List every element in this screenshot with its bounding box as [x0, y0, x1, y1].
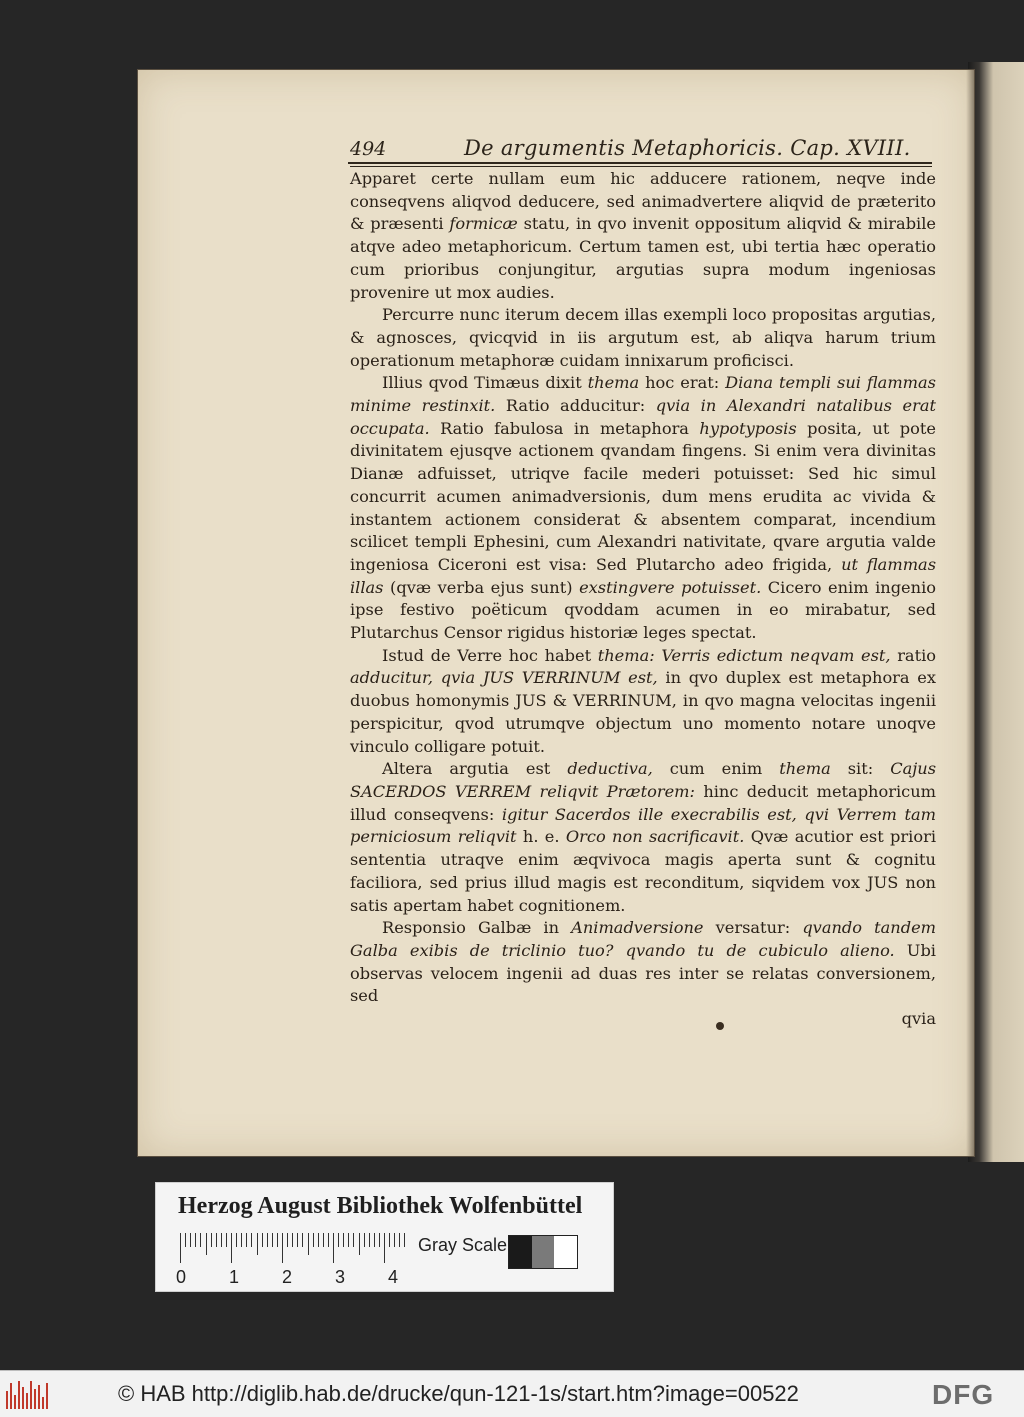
gray-scale-label: Gray Scale	[418, 1235, 508, 1255]
barcode-bar	[6, 1391, 8, 1409]
ruler-tick	[369, 1233, 370, 1247]
barcode-bar	[30, 1381, 32, 1409]
text-run: ratio	[890, 645, 937, 665]
ruler-tick	[297, 1233, 298, 1247]
page-number: 494	[350, 138, 387, 160]
ruler-tick	[404, 1233, 405, 1247]
ruler-tick	[272, 1233, 273, 1247]
ruler-tick	[221, 1233, 222, 1247]
ruler-tick	[292, 1233, 293, 1247]
ruler-tick	[394, 1233, 395, 1247]
ruler-tick	[195, 1233, 196, 1247]
ruler-tick	[282, 1233, 283, 1263]
ruler-tick	[226, 1233, 227, 1247]
text-run: Ubi observas velocem ingenii ad duas res inter se relatas conversionem, sed	[350, 940, 936, 1006]
adjacent-page-edge	[968, 62, 1024, 1162]
italic-text: adducitur, qvia JUS VERRINUM est,	[350, 668, 658, 688]
italic-text: Orco non sacrificavit.	[565, 827, 745, 847]
running-head-title: De argumentis Metaphoricis. Cap. XVIII.	[464, 136, 911, 160]
ruler-tick	[241, 1233, 242, 1247]
dfg-logo: DFG	[932, 1379, 995, 1410]
viewer-footer	[0, 1370, 1024, 1417]
text-run: Percurre nunc iterum decem illas exempli loco propositas argutias, & agnosces, qvicqvid in iis argutum est, ab aliqva harum trium operationum metaphoræ cuidam innixarum proficisci.	[350, 305, 936, 370]
ruler-tick	[277, 1233, 278, 1247]
color-calibration-bar	[155, 1182, 614, 1292]
barcode-bar	[22, 1387, 24, 1409]
ruler-tick	[323, 1233, 324, 1247]
italic-text: hypotyposis	[699, 418, 797, 438]
text-run: in qvo duplex est metaphora ex duobus homonymis JUS & VERRINUM, in qvo magna velocitas ingenii perspicitur, qvod utrumqve objectum uno momento notare unoqve vinculo colligare potuit.	[350, 668, 936, 756]
paragraph	[350, 372, 936, 644]
ruler-tick	[180, 1233, 181, 1263]
ruler-number: 0	[176, 1267, 187, 1287]
running-head	[212, 130, 932, 164]
text-run: Illius qvod Timæus dixit	[382, 373, 588, 393]
text-run: hinc deducit metaphoricum illud conseqvens:	[350, 781, 936, 824]
text-run: Qvæ acutior est priori sententia utraqve enim æqvivoca magis aperta sunt & cognitu faciliora, sed prius illud magis est reconditum, siqvidem vox JUS non satis apertam habet cognitionem.	[350, 827, 936, 915]
ruler-tick	[262, 1233, 263, 1247]
ruler-number: 2	[282, 1267, 293, 1287]
copyright-url[interactable]: © HAB http://diglib.hab.de/drucke/qun-121-1s/start.htm?image=00522	[118, 1381, 799, 1406]
text-run: posita, ut pote divinitatem ejusqve actionem qvandam fingens. Si enim vera divinitas Dianæ adfuisset, utriqve facile mederi potuisset: Sed hic simul concurrit acumen animadversionis, dum mens erudita ac vivida & instantem actionem considerat & absentem comparat, incendium scilicet templi Ephesini, cum Alexandri nativitate, qvare argutia valde ingeniosa Ciceroni est visa: Sed Plutarcho adeo frigida,	[350, 418, 936, 574]
ruler-tick	[333, 1233, 334, 1263]
ruler-tick	[328, 1233, 329, 1247]
barcode-bar	[10, 1383, 12, 1409]
ruler-number: 3	[335, 1267, 346, 1287]
text-run: (qvæ verba ejus sunt)	[383, 577, 580, 597]
italic-text: qvia in Alexandri natalibus erat occupata.	[350, 396, 937, 438]
institution-name: Herzog August Bibliothek Wolfenbüttel	[178, 1193, 583, 1219]
ruler-number: 4	[388, 1267, 399, 1287]
ruler-tick	[313, 1233, 314, 1247]
ruler-tick	[353, 1233, 354, 1247]
italic-text: deductiva,	[567, 759, 653, 779]
gray-scale-swatches	[508, 1235, 578, 1269]
ruler-tick	[231, 1233, 232, 1263]
italic-text: thema	[587, 373, 640, 393]
ruler-tick	[251, 1233, 252, 1247]
ruler-tick	[206, 1233, 207, 1255]
ruler-tick	[359, 1233, 360, 1255]
ruler-tick	[287, 1233, 288, 1247]
paragraph	[350, 168, 936, 304]
barcode-bar	[14, 1395, 16, 1409]
text-run: sit:	[830, 759, 891, 779]
ruler-tick	[236, 1233, 237, 1247]
measurement-ruler	[180, 1233, 408, 1263]
italic-text: thema: Verris edictum neqvam est,	[597, 645, 891, 665]
barcode-bar	[34, 1389, 36, 1409]
ruler-tick	[267, 1233, 268, 1247]
ornament-dot	[716, 1022, 724, 1030]
paragraph	[350, 645, 936, 759]
italic-text: igitur Sacerdos ille execrabilis est, qvi Verrem tam perniciosum reliqvit	[350, 804, 936, 847]
italic-text: Diana templi sui flammas minime restinxit.	[350, 373, 936, 416]
italic-text: exstingvere potuisset.	[579, 577, 762, 597]
ruler-tick	[216, 1233, 217, 1247]
text-run: Cicero enim ingenio ipse festivo poëticum qvoddam acumen in eo mirabatur, sed Plutarchus Censor rigidus historiæ leges spectat.	[350, 577, 936, 643]
catchword: qvia	[901, 1009, 936, 1029]
text-run: Ratio adducitur:	[495, 396, 656, 416]
head-rule-thin	[350, 166, 932, 167]
text-run: hoc erat:	[639, 373, 726, 393]
text-run: Responsio Galbæ in	[382, 918, 572, 938]
ruler-tick	[257, 1233, 258, 1255]
ruler-number: 1	[229, 1267, 240, 1287]
barcode-bar	[42, 1397, 44, 1409]
italic-text: Animadversione	[571, 918, 704, 938]
paragraph	[350, 758, 936, 917]
barcode-bar	[18, 1381, 20, 1409]
gray-swatch	[554, 1236, 577, 1268]
barcode-bar	[26, 1393, 28, 1409]
ruler-tick	[200, 1233, 201, 1247]
barcode-bar	[46, 1383, 48, 1409]
gray-swatch	[532, 1236, 555, 1268]
text-run: Istud de Verre hoc habet	[382, 645, 598, 665]
text-run: versatur:	[703, 918, 803, 938]
page-body-text	[350, 168, 936, 1031]
ruler-tick	[374, 1233, 375, 1247]
ruler-tick	[348, 1233, 349, 1247]
ruler-tick	[389, 1233, 390, 1247]
ruler-tick	[302, 1233, 303, 1247]
ruler-tick	[185, 1233, 186, 1247]
text-run: h. e.	[516, 827, 566, 847]
ruler-tick	[308, 1233, 309, 1255]
text-run: Ratio fabulosa in metaphora	[429, 418, 700, 438]
gray-swatch	[509, 1236, 532, 1268]
italic-text: thema	[779, 759, 831, 779]
paragraph	[350, 304, 936, 372]
barcode-bar	[38, 1385, 40, 1409]
ruler-tick	[343, 1233, 344, 1247]
italic-text: formicæ	[449, 214, 518, 234]
text-run: statu, in qvo invenit oppositum aliqvid & mirabile atqve adeo metaphoricum. Certum tamen est, ubi tertia hæc operatio cum prioribus conjungitur, argutias supra modum ingeniosas provenire ut mox audies.	[350, 214, 936, 302]
ruler-tick	[399, 1233, 400, 1247]
text-run: Altera argutia est	[382, 759, 568, 779]
ruler-tick	[338, 1233, 339, 1247]
italic-text: Cajus SACERDOS VERREM reliqvit Prætorem:	[350, 759, 937, 801]
barcode-icon	[6, 1381, 48, 1409]
ruler-tick	[211, 1233, 212, 1247]
ruler-tick	[384, 1233, 385, 1263]
ruler-tick	[318, 1233, 319, 1247]
text-run: cum enim	[652, 759, 780, 779]
ruler-tick	[190, 1233, 191, 1247]
ruler-tick	[364, 1233, 365, 1247]
ruler-tick	[246, 1233, 247, 1247]
paragraph	[350, 917, 936, 1008]
head-rule	[348, 162, 932, 164]
italic-text: qvando tandem Galba exibis de triclinio tuo? qvando tu de cubiculo alieno.	[350, 918, 936, 960]
ruler-tick	[379, 1233, 380, 1247]
text-run: Apparet certe nullam eum hic adducere rationem, neqve inde conseqvens aliqvod deducere, sed animadvertere aliqvid de præterito & præsenti	[350, 169, 936, 234]
italic-text: ut flammas illas	[350, 554, 936, 597]
